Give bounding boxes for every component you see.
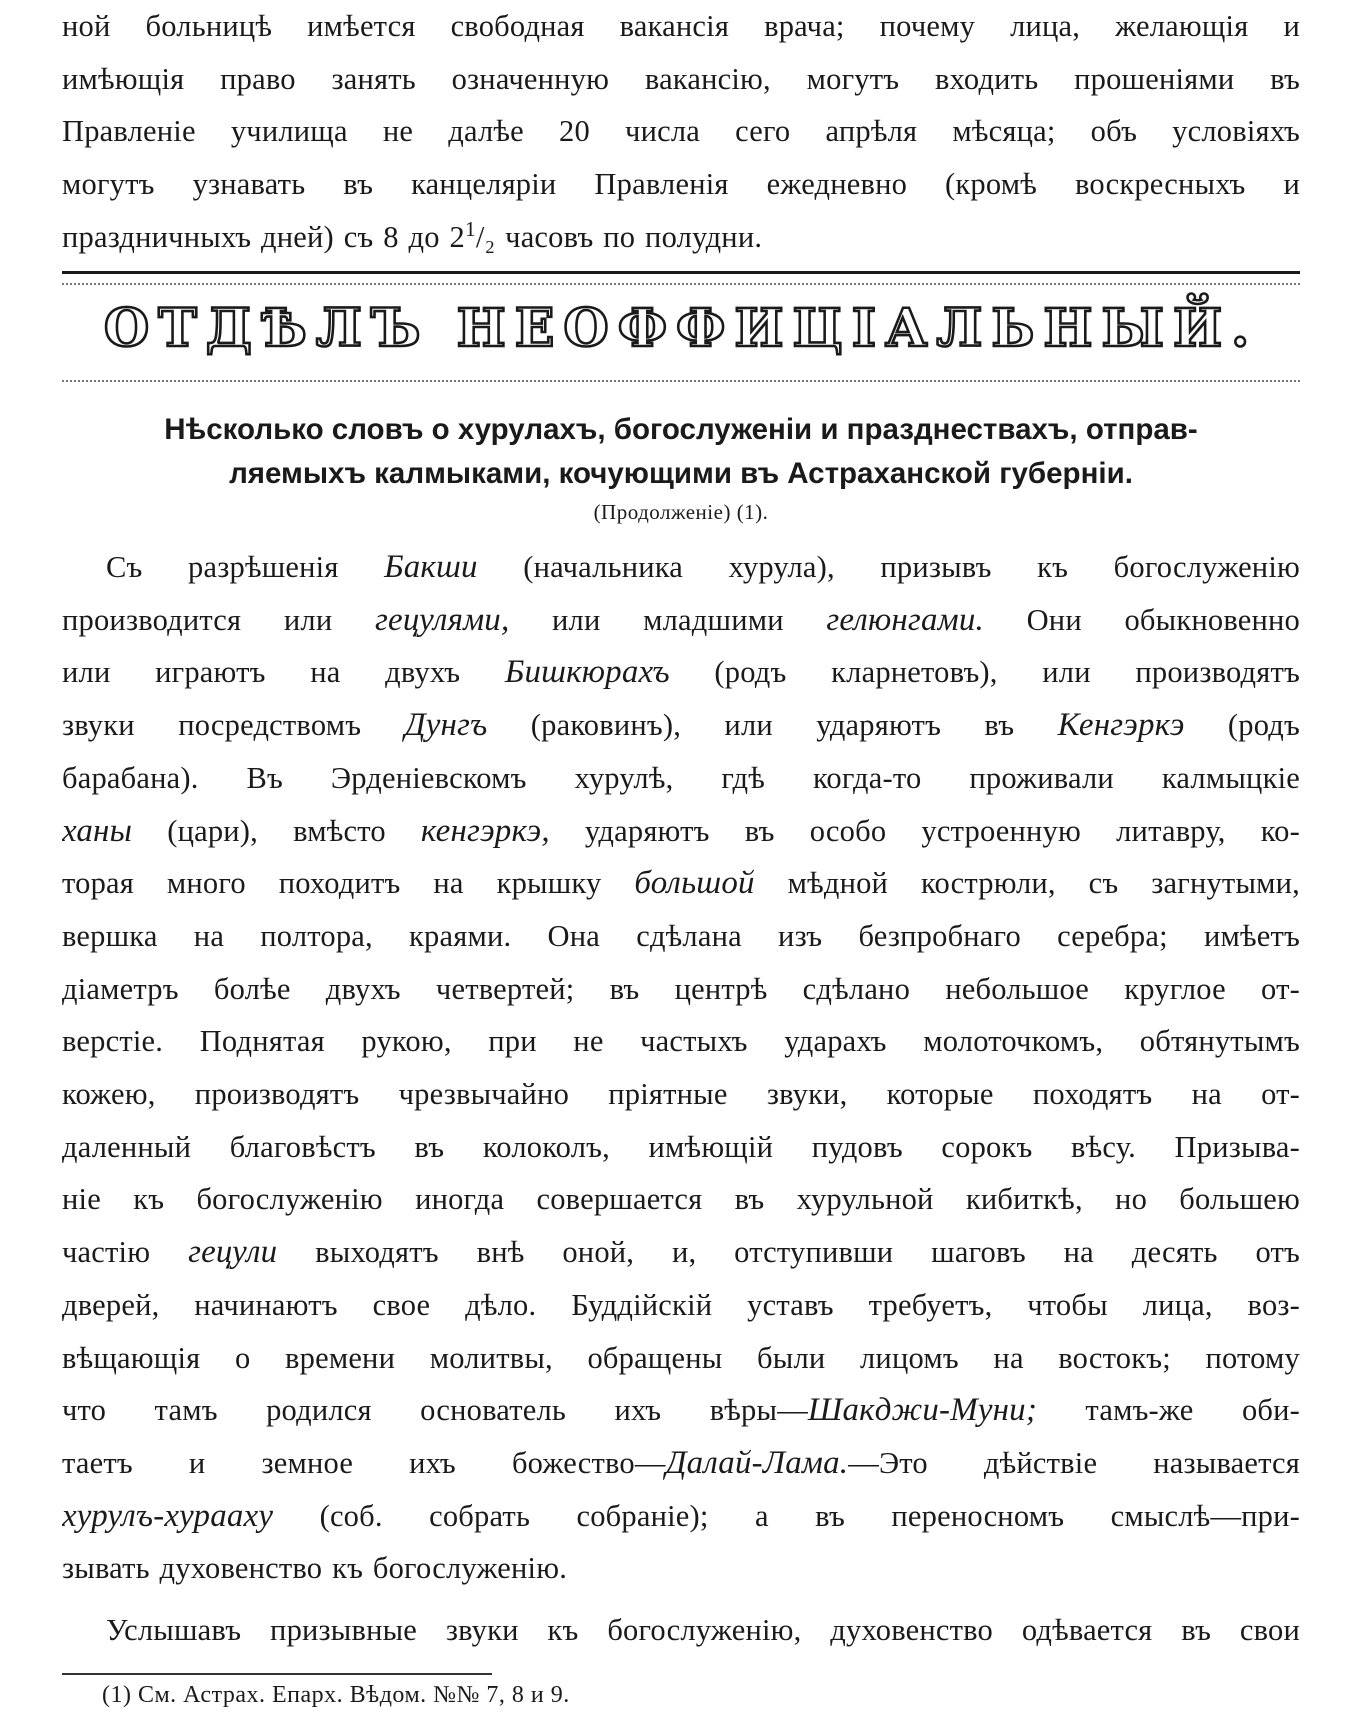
- italic-term: Кенгэркэ: [1057, 707, 1185, 744]
- article-paragraph-2: [62, 1604, 1300, 1657]
- text-line: [62, 699, 1300, 752]
- italic-term: гецулями,: [375, 601, 510, 638]
- section-divider-dotted-bottom: [62, 380, 1300, 382]
- text-span: выходятъ внѣ оной, и, отступивши шаговъ на десять отъ: [277, 1235, 1300, 1270]
- text-line: [62, 857, 1300, 910]
- fraction-superscript: 1: [464, 216, 476, 241]
- section-divider-thick: [62, 271, 1300, 274]
- text-line: діаметръ болѣе двухъ четвертей; въ центрѣ сдѣлано небольшое круглое от-: [62, 971, 1300, 1006]
- announcement-paragraph: [62, 0, 1300, 264]
- text-line: [62, 1437, 1300, 1490]
- text-span: (цари), вмѣсто: [132, 813, 421, 848]
- text-line: зывать духовенство къ богослуженію.: [62, 1551, 568, 1586]
- italic-term: ханы: [62, 812, 133, 849]
- text-span: мѣдной кострюли, съ загнутыми,: [754, 866, 1300, 901]
- text-span: —Это дѣйствіе называется: [848, 1445, 1300, 1480]
- italic-term: хурулъ-хурааху: [62, 1497, 274, 1534]
- text-line: ніе къ богослуженію иногда совершается въ хурульной кибиткѣ, но большею: [62, 1182, 1300, 1217]
- text-line: [62, 805, 1300, 858]
- text-line: [62, 594, 1300, 647]
- text-span: Они обыкновенно: [983, 602, 1300, 637]
- text-line: Услышавъ призывные звуки къ богослуженію, духовенство одѣвается въ свои: [106, 1613, 1300, 1647]
- italic-term: Бишкюрахъ: [504, 654, 670, 691]
- text-span: Съ разрѣшенія: [106, 550, 385, 584]
- text-span: /₂ часовъ по полудни.: [475, 219, 763, 254]
- text-line: [62, 1226, 1300, 1279]
- text-line: кожею, производятъ чрезвычайно пріятные звуки, которые походятъ на от-: [62, 1077, 1300, 1112]
- italic-term: гелюнгами.: [826, 601, 984, 638]
- article-title: [62, 408, 1300, 496]
- text-span: ударяютъ въ особо устроенную литавру, ко-: [549, 813, 1300, 848]
- text-line: Правленіе училища не далѣе 20 числа сего апрѣля мѣсяца; объ условіяхъ: [62, 114, 1300, 149]
- text-span: таетъ и земное ихъ божество—: [62, 1445, 666, 1480]
- text-span: (родъ: [1184, 708, 1300, 743]
- italic-term: Далай-Лама.: [665, 1444, 849, 1481]
- italic-term: Шакджи-Муни;: [807, 1392, 1037, 1429]
- text-line: барабана). Въ Эрденіевскомъ хурулѣ, гдѣ когда-то проживали калмыцкіе: [62, 760, 1300, 795]
- footnote: (1) См. Астрах. Епарх. Вѣдом. №№ 7, 8 и 9.: [102, 1682, 570, 1708]
- text-line: [62, 211, 1300, 264]
- text-span: или играютъ на двухъ: [62, 655, 505, 690]
- text-line: [62, 646, 1300, 699]
- article-paragraph-1: [62, 541, 1300, 1595]
- text-line: [62, 541, 1300, 594]
- text-line: имѣющія право занять означенную вакансію, могутъ входить прошеніями въ: [62, 61, 1300, 96]
- text-span: или младшими: [509, 602, 827, 637]
- section-divider-dotted-top: [62, 283, 1300, 285]
- italic-term: большой: [634, 865, 755, 902]
- text-span: торая много походитъ на крышку: [62, 866, 635, 901]
- section-title: ОТДѢЛЪ НЕОФФИЦІАЛЬНЫЙ.: [103, 298, 1259, 359]
- text-span: что тамъ родился основатель ихъ вѣры—: [62, 1393, 808, 1428]
- text-line: даленный благовѣстъ въ колоколъ, имѣющій пудовъ сорокъ вѣсу. Призыва-: [62, 1129, 1300, 1164]
- text-span: звуки посредствомъ: [62, 708, 405, 743]
- text-span: (начальника хурула), призывъ къ богослуженію: [477, 550, 1300, 584]
- text-line: ной больницѣ имѣется свободная вакансія врача; почему лица, желающія и: [62, 9, 1300, 43]
- continued-note: (Продолженіе) (1).: [593, 500, 769, 524]
- article-title-line: ляемыхъ калмыками, кочующими въ Астраханской губерніи.: [229, 457, 1133, 490]
- text-line: могутъ узнавать въ канцеляріи Правленія ежедневно (кромѣ воскресныхъ и: [62, 167, 1300, 202]
- text-span: частію: [62, 1235, 189, 1270]
- text-span: (соб. собрать собраніе); а въ переносномъ смыслѣ—при-: [273, 1498, 1300, 1533]
- text-line: вершка на полтора, краями. Она сдѣлана изъ безпробнаго серебра; имѣетъ: [62, 918, 1300, 953]
- text-span: (раковинъ), или ударяютъ въ: [487, 708, 1058, 743]
- text-line: верстіе. Поднятая рукою, при не частыхъ ударахъ молоточкомъ, обтянутымъ: [62, 1024, 1300, 1059]
- article-title-line: Нѣсколько словъ о хурулахъ, богослуженіи и празднествахъ, отправ-: [164, 413, 1198, 446]
- italic-term: гецули: [188, 1234, 278, 1271]
- text-span: (родъ кларнетовъ), или производятъ: [669, 655, 1300, 690]
- text-line: дверей, начинаютъ свое дѣло. Буддійскій уставъ требуетъ, чтобы лица, воз-: [62, 1287, 1300, 1322]
- text-span: производится или: [62, 602, 376, 637]
- text-line: [62, 1384, 1300, 1437]
- text-line: [62, 1490, 1300, 1543]
- footnote-divider: [62, 1673, 492, 1675]
- italic-term: Дунгъ: [404, 707, 488, 744]
- text-span: тамъ-же оби-: [1037, 1393, 1300, 1428]
- text-span: праздничныхъ дней) съ 8 до 2: [62, 219, 465, 254]
- italic-term: кенгэркэ,: [420, 812, 550, 849]
- text-line: вѣщающія о времени молитвы, обращены были лицомъ на востокъ; потому: [62, 1340, 1300, 1375]
- italic-term: Бакши: [384, 549, 478, 585]
